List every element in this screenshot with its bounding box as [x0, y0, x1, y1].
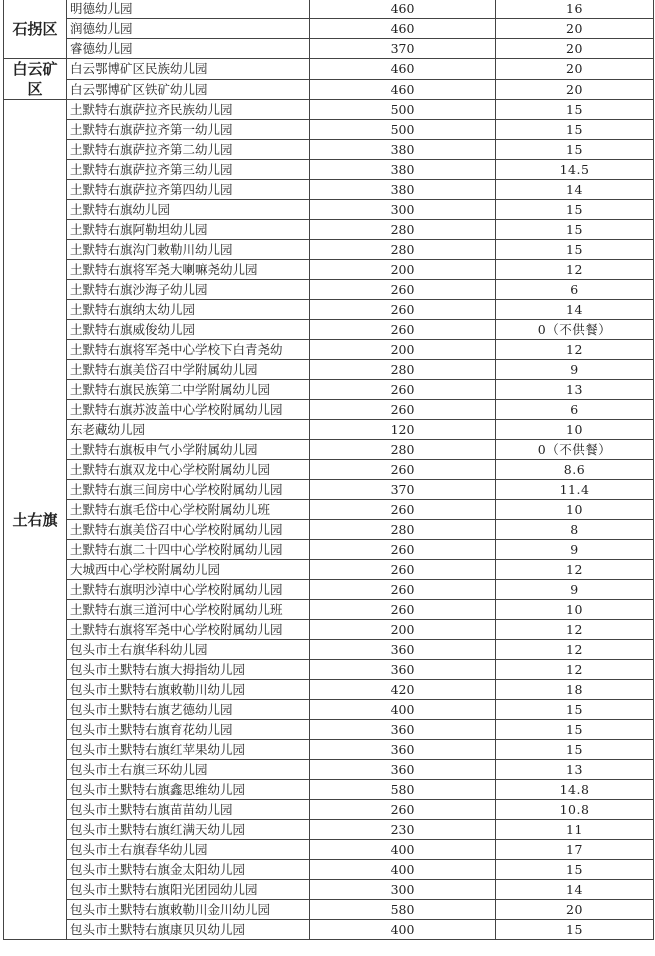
price-cell: 360 [310, 660, 496, 680]
kindergarten-name-cell: 土默特右旗双龙中心学校附属幼儿园 [67, 460, 310, 480]
kindergarten-name-cell: 白云鄂博矿区铁矿幼儿园 [67, 79, 310, 100]
meal-fee-cell: 18 [496, 680, 654, 700]
kindergarten-name-cell: 包头市土默特右旗苗苗幼儿园 [67, 800, 310, 820]
price-cell: 370 [310, 480, 496, 500]
price-cell: 500 [310, 120, 496, 140]
kindergarten-name-cell: 土默特右旗阿勒坦幼儿园 [67, 220, 310, 240]
district-cell: 土右旗 [4, 100, 67, 940]
price-cell: 260 [310, 400, 496, 420]
meal-fee-cell: 15 [496, 920, 654, 940]
meal-fee-cell: 15 [496, 740, 654, 760]
meal-fee-cell: 8 [496, 520, 654, 540]
fee-table-page [3, 0, 653, 940]
price-cell: 360 [310, 640, 496, 660]
meal-fee-cell: 10 [496, 500, 654, 520]
table-row [4, 480, 654, 500]
kindergarten-name-cell: 土默特右旗萨拉齐第四幼儿园 [67, 180, 310, 200]
meal-fee-cell: 10.8 [496, 800, 654, 820]
table-row [4, 580, 654, 600]
district-cell: 石拐区 [4, 0, 67, 59]
meal-fee-cell: 15 [496, 860, 654, 880]
kindergarten-name-cell: 包头市土默特右旗鑫思维幼儿园 [67, 780, 310, 800]
table-row [4, 520, 654, 540]
meal-fee-cell: 15 [496, 200, 654, 220]
price-cell: 230 [310, 820, 496, 840]
kindergarten-name-cell: 明德幼儿园 [67, 0, 310, 19]
price-cell: 380 [310, 140, 496, 160]
meal-fee-cell: 9 [496, 360, 654, 380]
kindergarten-name-cell: 土默特右旗沙海子幼儿园 [67, 280, 310, 300]
kindergarten-name-cell: 土默特右旗板申气小学附属幼儿园 [67, 440, 310, 460]
table-row [4, 800, 654, 820]
district-cell: 白云矿区 [4, 59, 67, 100]
meal-fee-cell: 20 [496, 79, 654, 100]
meal-fee-cell: 20 [496, 59, 654, 80]
price-cell: 360 [310, 740, 496, 760]
kindergarten-name-cell: 包头市土默特右旗艺德幼儿园 [67, 700, 310, 720]
price-cell: 200 [310, 340, 496, 360]
price-cell: 380 [310, 160, 496, 180]
meal-fee-cell: 20 [496, 39, 654, 59]
meal-fee-cell: 8.6 [496, 460, 654, 480]
meal-fee-cell: 13 [496, 760, 654, 780]
price-cell: 260 [310, 280, 496, 300]
kindergarten-name-cell: 土默特右旗萨拉齐第一幼儿园 [67, 120, 310, 140]
price-cell: 260 [310, 300, 496, 320]
table-row [4, 740, 654, 760]
table-row [4, 320, 654, 340]
price-cell: 400 [310, 840, 496, 860]
kindergarten-name-cell: 土默特右旗二十四中心学校附属幼儿园 [67, 540, 310, 560]
meal-fee-cell: 14.8 [496, 780, 654, 800]
table-row [4, 440, 654, 460]
kindergarten-name-cell: 润德幼儿园 [67, 19, 310, 39]
kindergarten-name-cell: 大城西中心学校附属幼儿园 [67, 560, 310, 580]
table-row [4, 540, 654, 560]
meal-fee-cell: 13 [496, 380, 654, 400]
meal-fee-cell: 10 [496, 600, 654, 620]
kindergarten-name-cell: 包头市土默特右旗阳光团园幼儿园 [67, 880, 310, 900]
kindergarten-name-cell: 土默特右旗美岱召中学附属幼儿园 [67, 360, 310, 380]
kindergarten-name-cell: 土默特右旗三道河中心学校附属幼儿班 [67, 600, 310, 620]
meal-fee-cell: 6 [496, 280, 654, 300]
kindergarten-name-cell: 包头市土默特右旗大拇指幼儿园 [67, 660, 310, 680]
meal-fee-cell: 20 [496, 900, 654, 920]
table-row [4, 240, 654, 260]
table-row [4, 120, 654, 140]
table-row [4, 880, 654, 900]
meal-fee-cell: 9 [496, 580, 654, 600]
kindergarten-name-cell: 土默特右旗萨拉齐第二幼儿园 [67, 140, 310, 160]
price-cell: 280 [310, 220, 496, 240]
table-row [4, 780, 654, 800]
meal-fee-cell: 15 [496, 720, 654, 740]
table-row [4, 920, 654, 940]
price-cell: 280 [310, 240, 496, 260]
table-row [4, 640, 654, 660]
table-row [4, 200, 654, 220]
price-cell: 300 [310, 880, 496, 900]
table-row [4, 260, 654, 280]
price-cell: 300 [310, 200, 496, 220]
table-row [4, 760, 654, 780]
meal-fee-cell: 14 [496, 300, 654, 320]
price-cell: 200 [310, 620, 496, 640]
kindergarten-name-cell: 土默特右旗威俊幼儿园 [67, 320, 310, 340]
table-row [4, 620, 654, 640]
price-cell: 260 [310, 580, 496, 600]
price-cell: 120 [310, 420, 496, 440]
price-cell: 460 [310, 79, 496, 100]
meal-fee-cell: 12 [496, 560, 654, 580]
table-row [4, 460, 654, 480]
kindergarten-name-cell: 土默特右旗明沙淖中心学校附属幼儿园 [67, 580, 310, 600]
kindergarten-name-cell: 包头市土默特右旗红满天幼儿园 [67, 820, 310, 840]
table-row [4, 700, 654, 720]
table-row [4, 400, 654, 420]
meal-fee-cell: 6 [496, 400, 654, 420]
table-row [4, 0, 654, 19]
price-cell: 580 [310, 900, 496, 920]
table-row [4, 680, 654, 700]
price-cell: 370 [310, 39, 496, 59]
meal-fee-cell: 12 [496, 640, 654, 660]
meal-fee-cell: 11 [496, 820, 654, 840]
fee-table-body [4, 0, 654, 940]
kindergarten-name-cell: 土默特右旗将军尧大喇嘛尧幼儿园 [67, 260, 310, 280]
price-cell: 360 [310, 720, 496, 740]
price-cell: 420 [310, 680, 496, 700]
price-cell: 400 [310, 860, 496, 880]
meal-fee-cell: 17 [496, 840, 654, 860]
table-row [4, 140, 654, 160]
price-cell: 260 [310, 560, 496, 580]
table-row [4, 100, 654, 120]
kindergarten-name-cell: 包头市土默特右旗育花幼儿园 [67, 720, 310, 740]
meal-fee-cell: 10 [496, 420, 654, 440]
kindergarten-name-cell: 土默特右旗毛岱中心学校附属幼儿班 [67, 500, 310, 520]
meal-fee-cell: 14 [496, 880, 654, 900]
meal-fee-cell: 9 [496, 540, 654, 560]
table-row [4, 39, 654, 59]
table-row [4, 420, 654, 440]
table-row [4, 600, 654, 620]
price-cell: 400 [310, 920, 496, 940]
table-row [4, 720, 654, 740]
table-row [4, 59, 654, 80]
kindergarten-name-cell: 白云鄂博矿区民族幼儿园 [67, 59, 310, 80]
meal-fee-cell: 16 [496, 0, 654, 19]
table-row [4, 19, 654, 39]
table-row [4, 900, 654, 920]
kindergarten-name-cell: 包头市土默特右旗红苹果幼儿园 [67, 740, 310, 760]
price-cell: 260 [310, 380, 496, 400]
table-row [4, 820, 654, 840]
kindergarten-name-cell: 土默特右旗苏波盖中心学校附属幼儿园 [67, 400, 310, 420]
meal-fee-cell: 11.4 [496, 480, 654, 500]
meal-fee-cell: 15 [496, 240, 654, 260]
kindergarten-name-cell: 包头市土默特右旗金太阳幼儿园 [67, 860, 310, 880]
kindergarten-name-cell: 土默特右旗萨拉齐民族幼儿园 [67, 100, 310, 120]
kindergarten-name-cell: 包头市土默特右旗康贝贝幼儿园 [67, 920, 310, 940]
kindergarten-name-cell: 包头市土右旗春华幼儿园 [67, 840, 310, 860]
price-cell: 260 [310, 500, 496, 520]
price-cell: 260 [310, 800, 496, 820]
table-row [4, 860, 654, 880]
kindergarten-name-cell: 包头市土默特右旗敕勒川幼儿园 [67, 680, 310, 700]
meal-fee-cell: 15 [496, 220, 654, 240]
meal-fee-cell: 12 [496, 620, 654, 640]
meal-fee-cell: 20 [496, 19, 654, 39]
table-row [4, 660, 654, 680]
meal-fee-cell: 12 [496, 260, 654, 280]
price-cell: 280 [310, 360, 496, 380]
kindergarten-name-cell: 东老藏幼儿园 [67, 420, 310, 440]
meal-fee-cell: 12 [496, 660, 654, 680]
meal-fee-cell: 0（不供餐） [496, 440, 654, 460]
kindergarten-name-cell: 土默特右旗沟门敕勒川幼儿园 [67, 240, 310, 260]
price-cell: 280 [310, 440, 496, 460]
kindergarten-name-cell: 包头市土右旗三环幼儿园 [67, 760, 310, 780]
price-cell: 460 [310, 59, 496, 80]
table-row [4, 560, 654, 580]
table-row [4, 380, 654, 400]
table-row [4, 840, 654, 860]
table-row [4, 220, 654, 240]
table-row [4, 79, 654, 100]
price-cell: 460 [310, 19, 496, 39]
price-cell: 360 [310, 760, 496, 780]
price-cell: 580 [310, 780, 496, 800]
kindergarten-name-cell: 土默特右旗将军尧中心学校下白青尧幼 [67, 340, 310, 360]
table-row [4, 160, 654, 180]
price-cell: 400 [310, 700, 496, 720]
kindergarten-name-cell: 包头市土默特右旗敕勒川金川幼儿园 [67, 900, 310, 920]
kindergarten-name-cell: 土默特右旗三间房中心学校附属幼儿园 [67, 480, 310, 500]
kindergarten-name-cell: 土默特右旗萨拉齐第三幼儿园 [67, 160, 310, 180]
price-cell: 280 [310, 520, 496, 540]
table-row [4, 300, 654, 320]
price-cell: 260 [310, 540, 496, 560]
meal-fee-cell: 14.5 [496, 160, 654, 180]
kindergarten-name-cell: 包头市土右旗华科幼儿园 [67, 640, 310, 660]
kindergarten-name-cell: 土默特右旗纳太幼儿园 [67, 300, 310, 320]
kindergarten-name-cell: 睿德幼儿园 [67, 39, 310, 59]
meal-fee-cell: 12 [496, 340, 654, 360]
meal-fee-cell: 15 [496, 700, 654, 720]
price-cell: 260 [310, 320, 496, 340]
price-cell: 200 [310, 260, 496, 280]
price-cell: 500 [310, 100, 496, 120]
meal-fee-cell: 15 [496, 100, 654, 120]
meal-fee-cell: 15 [496, 140, 654, 160]
kindergarten-name-cell: 土默特右旗民族第二中学附属幼儿园 [67, 380, 310, 400]
kindergarten-name-cell: 土默特右旗美岱召中心学校附属幼儿园 [67, 520, 310, 540]
kindergarten-fee-table [3, 0, 654, 940]
price-cell: 380 [310, 180, 496, 200]
table-row [4, 340, 654, 360]
table-row [4, 500, 654, 520]
price-cell: 260 [310, 600, 496, 620]
kindergarten-name-cell: 土默特右旗将军尧中心学校附属幼儿园 [67, 620, 310, 640]
meal-fee-cell: 0（不供餐） [496, 320, 654, 340]
meal-fee-cell: 15 [496, 120, 654, 140]
table-row [4, 360, 654, 380]
table-row [4, 180, 654, 200]
meal-fee-cell: 14 [496, 180, 654, 200]
price-cell: 460 [310, 0, 496, 19]
kindergarten-name-cell: 土默特右旗幼儿园 [67, 200, 310, 220]
table-row [4, 280, 654, 300]
price-cell: 260 [310, 460, 496, 480]
